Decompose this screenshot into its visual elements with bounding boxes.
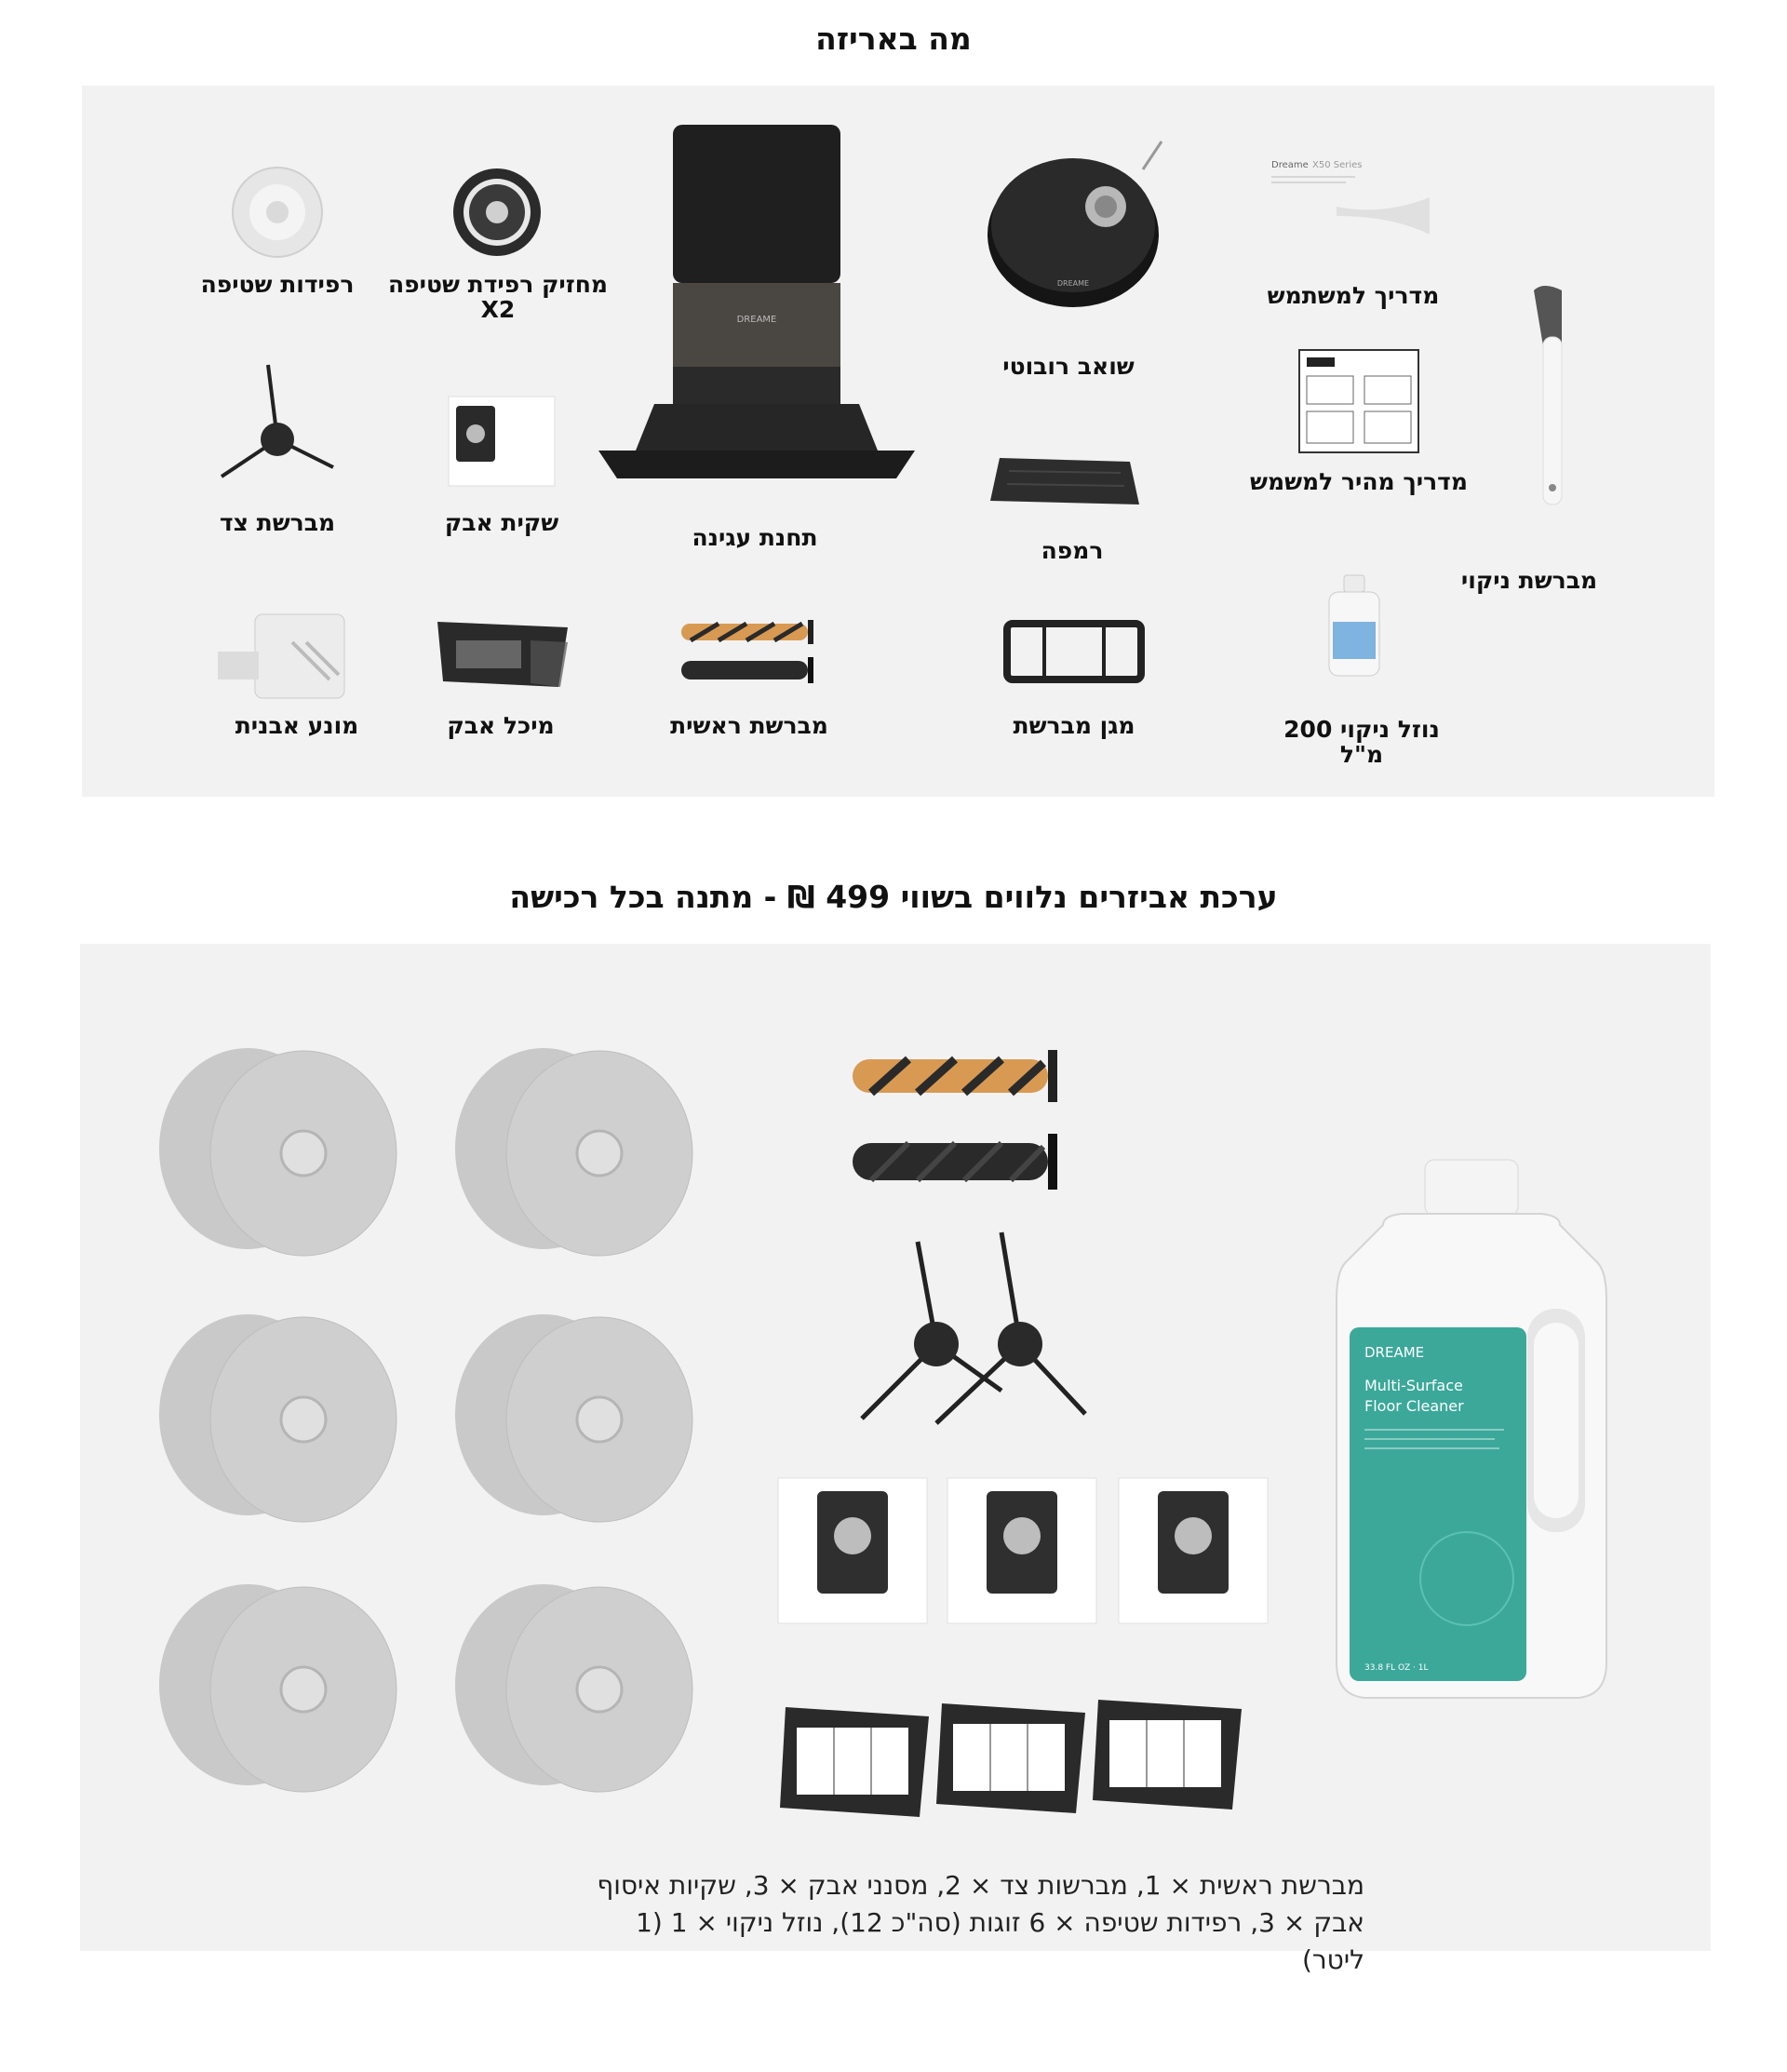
docking-station-icon xyxy=(598,125,878,478)
mop-pad-pair xyxy=(155,1582,434,1796)
mop-pad-pair xyxy=(155,1046,434,1260)
dust-bin-icon xyxy=(437,622,568,693)
dust-bag-icon xyxy=(449,397,555,486)
label-docking-station: תחנת עגינה xyxy=(692,524,818,551)
mop-pad-pair xyxy=(450,1046,730,1260)
dust-bag-item xyxy=(778,1478,927,1623)
svg-text:DREAME: DREAME xyxy=(1056,279,1090,288)
quick-guide-icon xyxy=(1299,350,1418,452)
svg-text:Floor Cleaner: Floor Cleaner xyxy=(1364,1397,1464,1415)
scale-inhibitor-icon xyxy=(218,614,357,704)
label-mop-holder: מחזיק רפידת שטיפה X2 xyxy=(388,271,608,323)
user-manual-icon xyxy=(1271,151,1439,244)
gift-kit-panel xyxy=(80,944,1711,1975)
label-scale-inhibitor: מונע אבנית xyxy=(235,712,359,739)
description-line-2: אבק × 3, רפידות שטיפה × 6 זוגות (סה"כ 12), נוזל ניקוי × 1 (1 ליטר) xyxy=(636,1907,1364,1975)
side-brush-icon xyxy=(212,365,343,486)
section2-title: ערכת אביזרים נלווים בשווי 499 ₪ - מתנה בכל רכישה xyxy=(509,879,1278,915)
main-brush-icon xyxy=(681,618,817,689)
brush-guard-icon xyxy=(1007,624,1141,679)
mop-pad-icon xyxy=(231,166,324,259)
dust-filter-item xyxy=(936,1703,1089,1815)
label-mop-pads: רפידות שטיפה xyxy=(200,271,355,298)
svg-text:DREAME: DREAME xyxy=(736,315,777,325)
mop-pad-pair xyxy=(450,1582,730,1796)
label-side-brush: מברשת צד xyxy=(219,509,336,536)
floor-cleaner-bottle-icon xyxy=(1327,1160,1625,1700)
description-line-1: מברשת ראשית × 1, מברשות צד × 2, מסנני אבק × 3, שקיות איסוף xyxy=(597,1870,1364,1901)
svg-text:33.8 FL OZ · 1L: 33.8 FL OZ · 1L xyxy=(1364,1663,1429,1673)
dust-filter-item xyxy=(1093,1700,1245,1811)
label-main-brush: מברשת ראשית xyxy=(670,712,828,739)
label-ramp: רמפה xyxy=(1041,537,1104,564)
ramp-icon xyxy=(990,458,1139,516)
mop-holder-icon xyxy=(452,168,542,257)
in-box-panel xyxy=(82,86,1714,797)
side-brushes-icon xyxy=(843,1223,1085,1437)
robot-vacuum-icon xyxy=(975,132,1171,318)
main-brush-icon xyxy=(853,1046,1067,1204)
cleaning-brush-icon xyxy=(1506,281,1590,532)
svg-text:X50 Series: X50 Series xyxy=(1312,160,1363,170)
label-quick-guide: מדריך מהיר למשמש xyxy=(1250,468,1468,495)
label-dust-bag: שקית אבק xyxy=(444,509,559,536)
label-cleaning-brush: מברשת ניקוי xyxy=(1460,567,1598,594)
label-cleaning-liquid-small: נוזל ניקוי 200 מ"ל xyxy=(1283,716,1440,768)
gift-kit-description xyxy=(573,1867,1364,1979)
dust-bag-item xyxy=(1119,1478,1268,1623)
section1-title: מה באריזה xyxy=(815,20,972,57)
label-brush-guard: מגן מברשת xyxy=(1013,712,1135,739)
svg-text:Dreame: Dreame xyxy=(1271,160,1309,170)
svg-text:Multi-Surface: Multi-Surface xyxy=(1364,1377,1463,1394)
cleaning-liquid-small-icon xyxy=(1323,575,1385,678)
mop-pad-pair xyxy=(450,1312,730,1527)
mop-pad-pair xyxy=(155,1312,434,1527)
label-robot-vacuum: שואב רובוטי xyxy=(1002,353,1135,380)
dust-bag-item xyxy=(947,1478,1096,1623)
dust-filter-item xyxy=(780,1707,933,1819)
label-user-manual: מדריך למשתמש xyxy=(1267,282,1440,309)
label-dust-bin: מיכל אבק xyxy=(447,712,555,739)
svg-text:DREAME: DREAME xyxy=(1364,1344,1425,1361)
